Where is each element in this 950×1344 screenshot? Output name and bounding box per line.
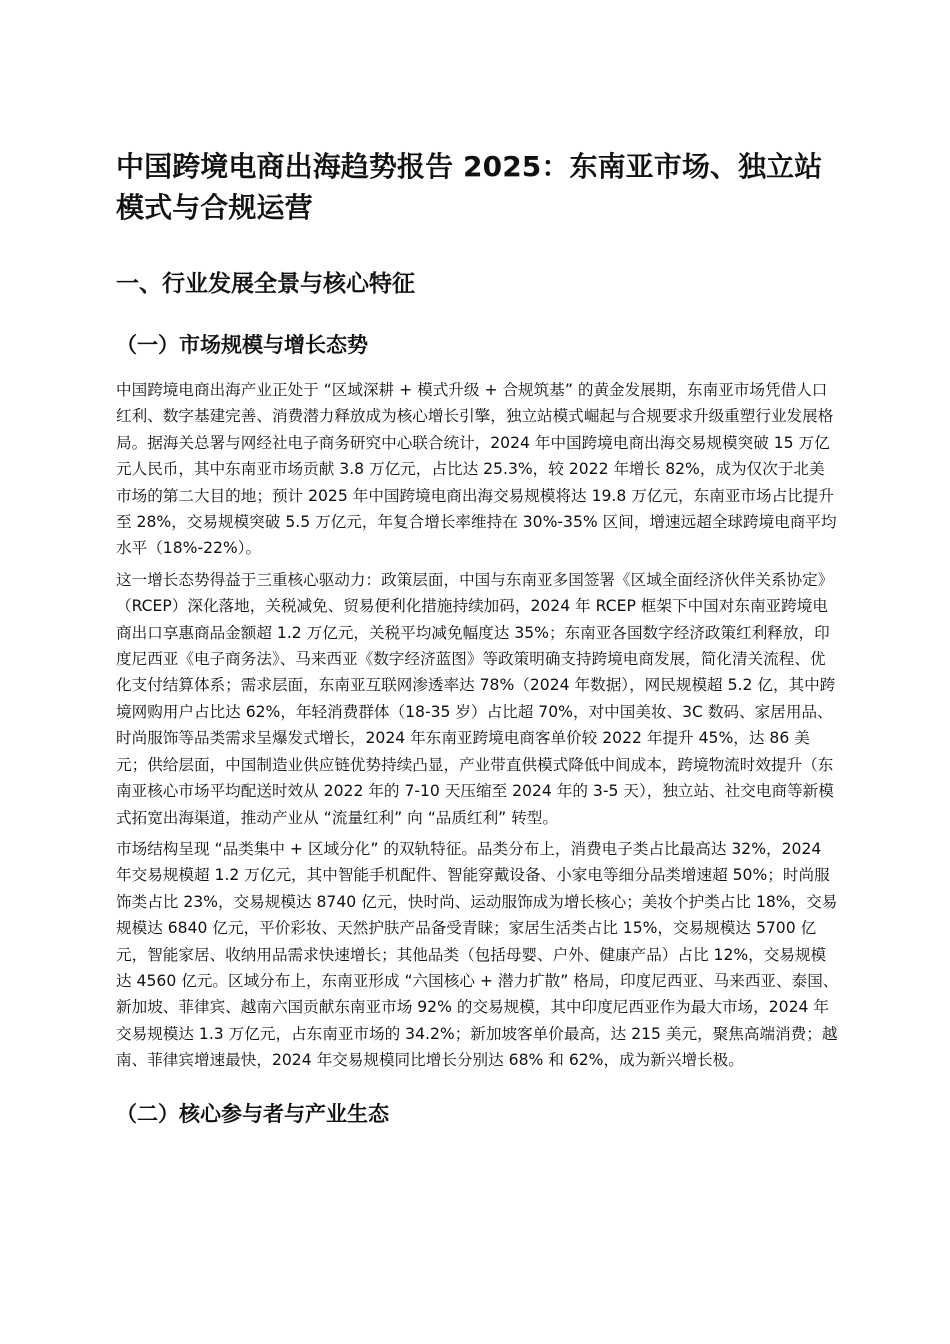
section-heading-1: 一、行业发展全景与核心特征 <box>116 271 415 297</box>
subsection-heading-2: （二）核心参与者与产业生态 <box>116 1101 389 1126</box>
paragraph-growth-drivers: 这一增长态势得益于三重核心驱动力：政策层面，中国与东南亚多国签署《区域全面经济伙伴关系协定》（RCEP）深化落地，关税减免、贸易便利化措施持续加码，2024 年 RCEP 框架下中国对东南亚跨境电商出口享惠商品金额超 1.2 万亿元，关税平均减免幅度达 35%；东南亚各国数字经济政策红利释放，印度尼西亚《电子商务法》、马来西亚《数字经济蓝图》等政策明确支持跨境电商发展，简化清关流程、优化支付结算体系；需求层面，东南亚互联网渗透率达 78%（2024 年数据），网民规模超 5.2 亿，其中跨境网购用户占比达 62%，年轻消费群体（18-35 岁）占比超 70%，对中国美妆、3C 数码、家居用品、时尚服饰等品类需求呈爆发式增长，2024 年东南亚跨境电商客单价较 2022 年提升 45%，达 86 美元；供给层面，中国制造业供应链优势持续凸显，产业带直供模式降低中间成本，跨境物流时效提升（东南亚核心市场平均配送时效从 2022 年的 7-10 天压缩至 2024 年的 3-5 天），独立站、社交电商等新模式拓宽出海渠道，推动产业从 “流量红利” 向 “品质红利” 转型。 <box>116 570 836 827</box>
document-page <box>116 146 840 1129</box>
paragraph-market-size: 中国跨境电商出海产业正处于 “区域深耕 + 模式升级 + 合规筑基” 的黄金发展期，东南亚市场凭借人口红利、数字基建完善、消费潜力释放成为核心增长引擎，独立站模式崛起与合规要求升级重塑行业发展格局。据海关总署与网经社电子商务研究中心联合统计，2024 年中国跨境电商出海交易规模突破 15 万亿元人民币，其中东南亚市场贡献 3.8 万亿元，占比达 25.3%，较 2022 年增长 82%，成为仅次于北美市场的第二大目的地；预计 2025 年中国跨境电商出海交易规模将达 19.8 万亿元，东南亚市场占比提升至 28%，交易规模突破 5.5 万亿元，年复合增长率维持在 30%-35% 区间，增速远超全球跨境电商平均水平（18%-22%）。 <box>116 381 837 558</box>
document-title: 中国跨境电商出海趋势报告 2025：东南亚市场、独立站模式与合规运营 <box>116 150 823 224</box>
paragraph-market-structure: 市场结构呈现 “品类集中 + 区域分化” 的双轨特征。品类分布上，消费电子类占比最高达 32%，2024 年交易规模超 1.2 万亿元，其中智能手机配件、智能穿戴设备、小家电等细分品类增速超 50%；时尚服饰类占比 23%，交易规模达 8740 亿元，快时尚、运动服饰成为增长核心；美妆个护类占比 18%，交易规模达 6840 亿元，平价彩妆、天然护肤产品备受青睐；家居生活类占比 15%，交易规模达 5700 亿元，智能家居、收纳用品需求快速增长；其他品类（包括母婴、户外、健康产品）占比 12%，交易规模达 4560 亿元。区域分布上，东南亚形成 “六国核心 + 潜力扩散” 格局，印度尼西亚、马来西亚、泰国、新加坡、菲律宾、越南六国贡献东南亚市场 92% 的交易规模，其中印度尼西亚作为最大市场，2024 年交易规模达 1.3 万亿元，占东南亚市场的 34.2%；新加坡客单价最高，达 215 美元，聚焦高端消费；越南、菲律宾增速最快，2024 年交易规模同比增长分别达 68% 和 62%，成为新兴增长极。 <box>116 839 839 1070</box>
subsection-heading-1: （一）市场规模与增长态势 <box>116 333 368 357</box>
